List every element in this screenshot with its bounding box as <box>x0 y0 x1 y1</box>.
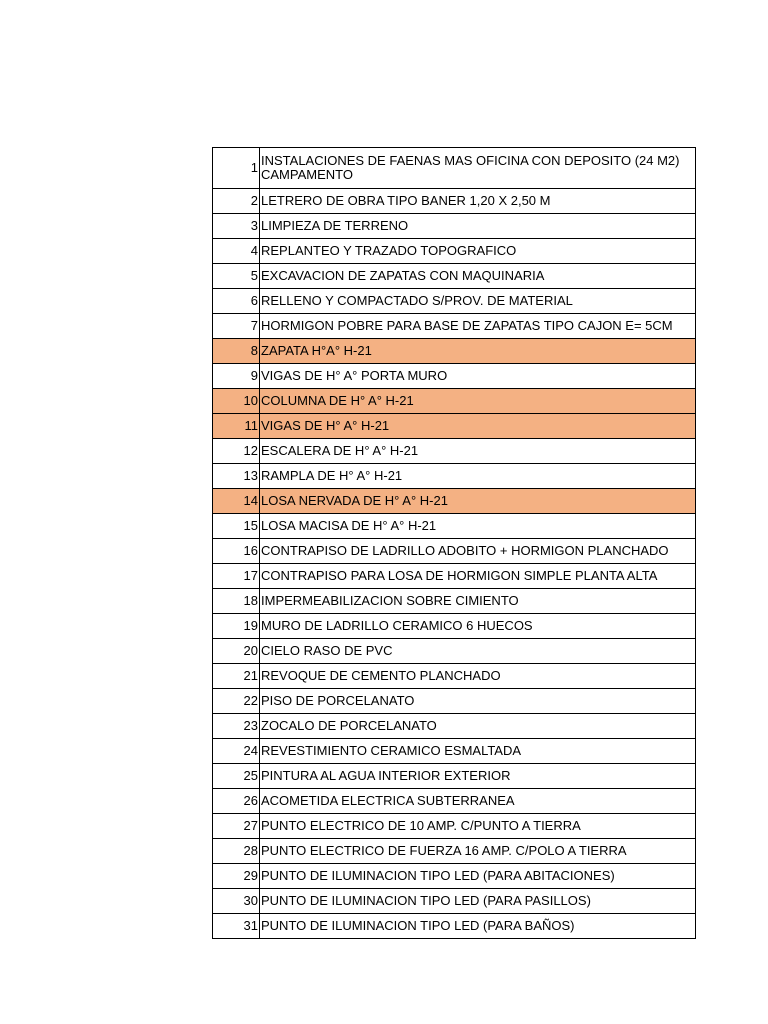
table-row <box>213 889 696 914</box>
table-row <box>213 464 696 489</box>
table-row <box>213 589 696 614</box>
table-row-highlighted <box>213 339 696 364</box>
table-row <box>213 514 696 539</box>
item-description-cell: ZAPATA H°A° H-21 <box>260 339 696 364</box>
table-row-highlighted <box>213 489 696 514</box>
item-description-cell: CIELO RASO DE PVC <box>260 639 696 664</box>
table-row <box>213 864 696 889</box>
item-description-cell: VIGAS DE H° A° H-21 <box>260 414 696 439</box>
item-number-cell: 17 <box>213 564 260 589</box>
item-number-cell: 19 <box>213 614 260 639</box>
item-description-cell: REPLANTEO Y TRAZADO TOPOGRAFICO <box>260 239 696 264</box>
table-row-highlighted <box>213 414 696 439</box>
item-number-cell: 28 <box>213 839 260 864</box>
item-description-cell: IMPERMEABILIZACION SOBRE CIMIENTO <box>260 589 696 614</box>
item-description-cell: REVOQUE DE CEMENTO PLANCHADO <box>260 664 696 689</box>
item-description-cell: PUNTO ELECTRICO DE 10 AMP. C/PUNTO A TIERRA <box>260 814 696 839</box>
item-description-cell: PINTURA AL AGUA INTERIOR EXTERIOR <box>260 764 696 789</box>
item-number-cell: 7 <box>213 314 260 339</box>
table-row-highlighted <box>213 389 696 414</box>
item-description-cell: CONTRAPISO DE LADRILLO ADOBITO + HORMIGON PLANCHADO <box>260 539 696 564</box>
item-description-cell: PISO DE PORCELANATO <box>260 689 696 714</box>
item-description-cell: COLUMNA DE H° A° H-21 <box>260 389 696 414</box>
item-number-cell: 5 <box>213 264 260 289</box>
items-table <box>212 147 696 939</box>
item-number-cell: 24 <box>213 739 260 764</box>
table-row <box>213 564 696 589</box>
table-row <box>213 148 696 189</box>
item-description-cell: RAMPLA DE H° A° H-21 <box>260 464 696 489</box>
item-number-cell: 23 <box>213 714 260 739</box>
item-number-cell: 18 <box>213 589 260 614</box>
item-description-cell: CONTRAPISO PARA LOSA DE HORMIGON SIMPLE PLANTA ALTA <box>260 564 696 589</box>
item-number-cell: 27 <box>213 814 260 839</box>
table-row <box>213 789 696 814</box>
item-number-cell: 6 <box>213 289 260 314</box>
item-number-cell: 1 <box>213 148 260 189</box>
table-row <box>213 639 696 664</box>
table-row <box>213 914 696 939</box>
table-row <box>213 814 696 839</box>
item-description-cell: LOSA MACISA DE H° A° H-21 <box>260 514 696 539</box>
item-description-cell: ACOMETIDA ELECTRICA SUBTERRANEA <box>260 789 696 814</box>
item-number-cell: 12 <box>213 439 260 464</box>
item-description-cell: LIMPIEZA DE TERRENO <box>260 214 696 239</box>
item-description-cell: LOSA NERVADA DE H° A° H-21 <box>260 489 696 514</box>
item-description-cell: LETRERO DE OBRA TIPO BANER 1,20 X 2,50 M <box>260 189 696 214</box>
items-table-body <box>213 148 696 939</box>
table-row <box>213 189 696 214</box>
item-number-cell: 8 <box>213 339 260 364</box>
item-description-cell: RELLENO Y COMPACTADO S/PROV. DE MATERIAL <box>260 289 696 314</box>
item-number-cell: 10 <box>213 389 260 414</box>
item-number-cell: 31 <box>213 914 260 939</box>
item-number-cell: 15 <box>213 514 260 539</box>
item-description-cell: REVESTIMIENTO CERAMICO ESMALTADA <box>260 739 696 764</box>
item-number-cell: 9 <box>213 364 260 389</box>
item-number-cell: 13 <box>213 464 260 489</box>
item-number-cell: 22 <box>213 689 260 714</box>
table-row <box>213 714 696 739</box>
item-description-cell: PUNTO ELECTRICO DE FUERZA 16 AMP. C/POLO A TIERRA <box>260 839 696 864</box>
item-description-cell: VIGAS DE H° A° PORTA MURO <box>260 364 696 389</box>
item-number-cell: 4 <box>213 239 260 264</box>
item-description-cell: PUNTO DE ILUMINACION TIPO LED (PARA BAÑOS) <box>260 914 696 939</box>
item-description-cell: PUNTO DE ILUMINACION TIPO LED (PARA ABITACIONES) <box>260 864 696 889</box>
table-row <box>213 839 696 864</box>
table-row <box>213 739 696 764</box>
table-row <box>213 664 696 689</box>
table-row <box>213 314 696 339</box>
table-row <box>213 364 696 389</box>
item-number-cell: 14 <box>213 489 260 514</box>
item-description-cell: INSTALACIONES DE FAENAS MAS OFICINA CON DEPOSITO (24 M2) CAMPAMENTO <box>260 148 696 189</box>
table-row <box>213 214 696 239</box>
item-description-cell: ESCALERA DE H° A° H-21 <box>260 439 696 464</box>
item-description-cell: ZOCALO DE PORCELANATO <box>260 714 696 739</box>
table-row <box>213 614 696 639</box>
table-row <box>213 289 696 314</box>
item-number-cell: 26 <box>213 789 260 814</box>
item-number-cell: 3 <box>213 214 260 239</box>
item-description-cell: PUNTO DE ILUMINACION TIPO LED (PARA PASILLOS) <box>260 889 696 914</box>
item-number-cell: 25 <box>213 764 260 789</box>
item-number-cell: 21 <box>213 664 260 689</box>
table-row <box>213 439 696 464</box>
item-description-cell: MURO DE LADRILLO CERAMICO 6 HUECOS <box>260 614 696 639</box>
item-description-cell: HORMIGON POBRE PARA BASE DE ZAPATAS TIPO CAJON E= 5CM <box>260 314 696 339</box>
table-row <box>213 264 696 289</box>
item-number-cell: 20 <box>213 639 260 664</box>
item-number-cell: 29 <box>213 864 260 889</box>
item-number-cell: 2 <box>213 189 260 214</box>
item-number-cell: 11 <box>213 414 260 439</box>
table-row <box>213 689 696 714</box>
item-number-cell: 30 <box>213 889 260 914</box>
item-number-cell: 16 <box>213 539 260 564</box>
table-row <box>213 764 696 789</box>
table-row <box>213 539 696 564</box>
item-description-cell: EXCAVACION DE ZAPATAS CON MAQUINARIA <box>260 264 696 289</box>
table-row <box>213 239 696 264</box>
